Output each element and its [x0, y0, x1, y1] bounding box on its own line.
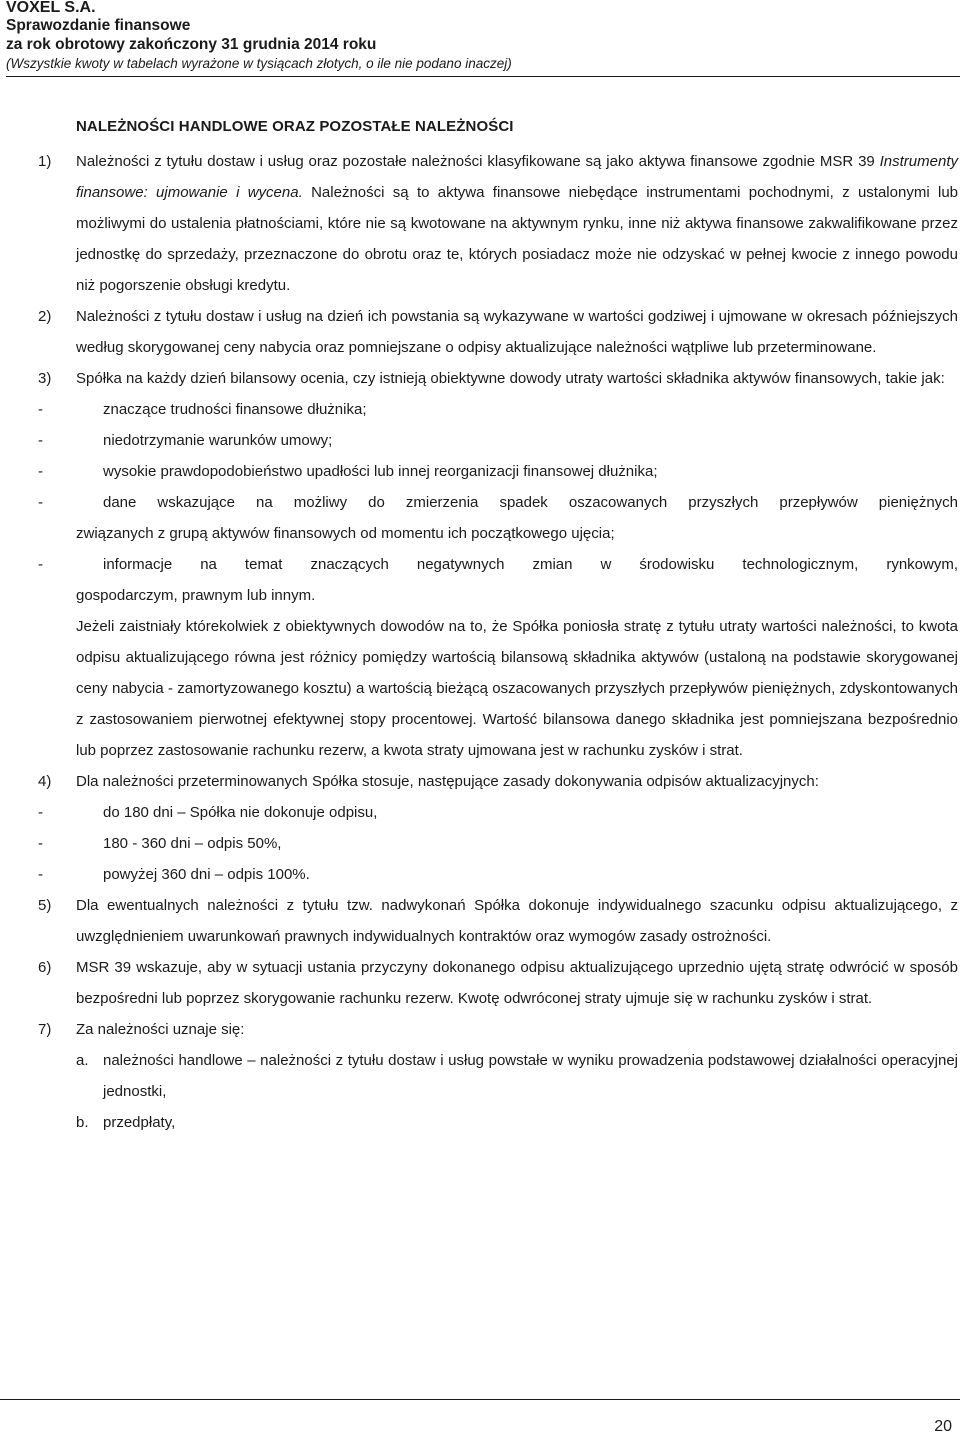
bullet-item [38, 487, 958, 518]
sub-item-text: przedpłaty, [103, 1114, 176, 1131]
page-number: 20 [934, 1418, 952, 1435]
standard-name: Instrumenty finansowe: ujmowanie i wycena. [76, 153, 958, 201]
bullet-continuation: związanych z grupą aktywów finansowych od momentu ich początkowego ujęcia; [76, 525, 615, 542]
list-item-3 [38, 363, 958, 394]
item-number: 2) [38, 308, 52, 325]
dash-marker: - [38, 804, 43, 821]
bullet-text: do 180 dni – Spółka nie dokonuje odpisu, [103, 804, 378, 821]
bullet-text: znaczące trudności finansowe dłużnika; [103, 401, 367, 418]
bullet-text: 180 - 360 dni – odpis 50%, [103, 835, 282, 852]
bullet-item [38, 797, 958, 828]
company-name: VOXEL S.A. [6, 0, 96, 16]
dash-marker: - [38, 835, 43, 852]
item-text: Za należności uznaje się: [76, 1021, 245, 1038]
bullet-continuation: gospodarczym, prawnym lub innym. [76, 587, 316, 604]
section-title: NALEŻNOŚCI HANDLOWE ORAZ POZOSTAŁE NALEŻNOŚCI [76, 118, 514, 135]
dash-marker: - [38, 401, 43, 418]
currency-note: (Wszystkie kwoty w tabelach wyrażone w tysiącach złotych, o ile nie podano inaczej) [6, 56, 512, 71]
bullet-item [38, 859, 958, 890]
sub-item-marker: a. [76, 1052, 89, 1069]
sub-item-b [38, 1107, 958, 1138]
dash-marker: - [38, 463, 43, 480]
dash-marker: - [38, 866, 43, 883]
header-divider [6, 76, 960, 77]
item-text: Należności z tytułu dostaw i usług oraz pozostałe należności klasyfikowane są jako aktywa finansowe zgodnie MSR 39 Instrumenty finansowe: ujmowanie i wycena. Należności są to aktywa finansowe niebędące instrumentami pochodnymi, z ustalonymi lub możliwymi do ustalenia płatnościami, które nie są kwotowane na aktywnym rynku, inne niż aktywa finansowe zakwalifikowane przez jednostkę do sprzedaży, przeznaczone do obrotu oraz te, których posiadacz może nie odzyskać w pełnej kwocie z innego powodu niż pogorszenie obsługi kredytu. [76, 153, 958, 294]
list-item-7 [38, 1014, 958, 1045]
report-title: Sprawozdanie finansowe [6, 17, 191, 34]
list-item-5 [38, 890, 958, 952]
item-number: 6) [38, 959, 52, 976]
sub-item-a [38, 1045, 958, 1107]
bullet-item [38, 394, 958, 425]
item-text: MSR 39 wskazuje, aby w sytuacji ustania przyczyny dokonanego odpisu aktualizującego uprzednio ujętą stratę odwrócić w sposób bezpośredni lub poprzez skorygowanie rachunku rezerw. Kwotę odwróconej straty ujmuje się w rachunku zysków i strat. [76, 959, 958, 1007]
bullet-item [38, 425, 958, 456]
dash-marker: - [38, 556, 43, 573]
item-text: Należności z tytułu dostaw i usług na dzień ich powstania są wykazywane w wartości godziwej i ujmowane w okresach późniejszych według skorygowanej ceny nabycia oraz pomniejszane o odpisy aktualizujące należności wątpliwe lub przeterminowane. [76, 308, 958, 356]
bullet-item [38, 456, 958, 487]
document-body [38, 146, 958, 1138]
dash-marker: - [38, 494, 43, 511]
footer-divider [0, 1399, 960, 1400]
bullet-text: informacje na temat znaczących negatywnych zmian w środowisku technologicznym, rynkowym, [103, 556, 958, 573]
list-item-4 [38, 766, 958, 797]
bullet-text: powyżej 360 dni – odpis 100%. [103, 866, 310, 883]
document-header [6, 0, 956, 77]
item-number: 4) [38, 773, 52, 790]
item-text: Dla ewentualnych należności z tytułu tzw. nadwykonań Spółka dokonuje indywidualnego szacunku odpisu aktualizującego, z uwzględnieniem uwarunkowań prawnych indywidualnych kontraktów oraz wymogów zasady ostrożności. [76, 897, 958, 945]
report-period: za rok obrotowy zakończony 31 grudnia 2014 roku [6, 36, 377, 53]
item-number: 7) [38, 1021, 52, 1038]
list-item-1 [38, 146, 958, 301]
item-number: 5) [38, 897, 52, 914]
bullet-text: niedotrzymanie warunków umowy; [103, 432, 333, 449]
bullet-text: dane wskazujące na możliwy do zmierzenia spadek oszacowanych przyszłych przepływów pieniężnych [103, 494, 958, 511]
item-number: 3) [38, 370, 52, 387]
sub-item-text: należności handlowe – należności z tytułu dostaw i usług powstałe w wyniku prowadzenia podstawowej działalności operacyjnej jednostki, [103, 1052, 958, 1100]
bullet-item [38, 549, 958, 580]
item-text: Spółka na każdy dzień bilansowy ocenia, czy istnieją obiektywne dowody utraty wartości składnika aktywów finansowych, takie jak: [76, 370, 945, 387]
bullet-item [38, 828, 958, 859]
list-item-2 [38, 301, 958, 363]
paragraph: Jeżeli zaistniały którekolwiek z obiektywnych dowodów na to, że Spółka poniosła stratę z tytułu utraty wartości należności, to kwota odpisu aktualizującego równa jest różnicy pomiędzy wartością bilansową składnika aktywów (ustaloną na podstawie skorygowanej ceny nabycia - zamortyzowanego kosztu) a wartością bieżącą oszacowanych przyszłych przepływów pieniężnych, zdyskontowanych z zastosowaniem pierwotnej efektywnej stopy procentowej. Wartość bilansowa danego składnika jest pomniejszana bezpośrednio lub poprzez zastosowanie rachunku rezerw, a kwota straty ujmowana jest w rachunku zysków i strat. [76, 618, 958, 759]
item-text: Dla należności przeterminowanych Spółka stosuje, następujące zasady dokonywania odpisów aktualizacyjnych: [76, 773, 819, 790]
bullet-text: wysokie prawdopodobieństwo upadłości lub innej reorganizacji finansowej dłużnika; [103, 463, 658, 480]
item-number: 1) [38, 153, 52, 170]
sub-item-marker: b. [76, 1114, 89, 1131]
list-item-6 [38, 952, 958, 1014]
dash-marker: - [38, 432, 43, 449]
